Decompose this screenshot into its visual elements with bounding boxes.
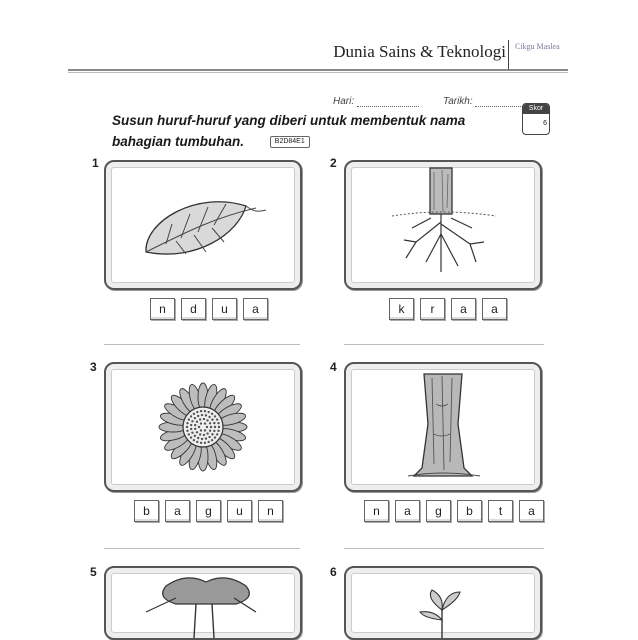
- hari-field: [333, 96, 419, 107]
- seedling-icon: [346, 568, 540, 638]
- question-number-6: 6: [330, 565, 337, 579]
- letter-tile[interactable]: n: [150, 298, 175, 320]
- question-number-5: 5: [90, 565, 97, 579]
- leaf-icon: [106, 162, 300, 288]
- picture-frame-2: [344, 160, 542, 290]
- root-icon: [346, 162, 540, 288]
- header-separator: [508, 40, 509, 70]
- letter-tile[interactable]: a: [451, 298, 476, 320]
- letter-tile[interactable]: u: [227, 500, 252, 522]
- picture-frame-4: [344, 362, 542, 492]
- section-divider: [344, 344, 544, 345]
- score-value: 6: [543, 120, 547, 127]
- section-divider: [104, 344, 300, 345]
- instruction: Susun huruf-huruf yang diberi untuk membentuk nama bahagian tumbuhan.: [112, 113, 466, 149]
- picture-frame-3: [104, 362, 302, 492]
- letter-tiles-2: [389, 298, 507, 320]
- hari-label: Hari:: [333, 96, 355, 107]
- picture-frame-6: [344, 566, 542, 640]
- question-number-3: 3: [90, 360, 97, 374]
- question-number-1: 1: [92, 156, 99, 170]
- letter-tiles-1: [150, 298, 268, 320]
- page-header: [0, 0, 638, 70]
- flower-icon: [106, 364, 300, 490]
- hari-blank[interactable]: [357, 106, 419, 107]
- letter-tiles-3: [134, 500, 283, 522]
- letter-tiles-4: [364, 500, 544, 522]
- header-rule-thin: [68, 72, 568, 73]
- question-number-4: 4: [330, 360, 337, 374]
- document-title: Dunia Sains & Teknologi: [333, 42, 506, 61]
- instruction-text: [112, 110, 472, 152]
- letter-tile[interactable]: a: [519, 500, 544, 522]
- letter-tile[interactable]: d: [181, 298, 206, 320]
- letter-tile[interactable]: b: [457, 500, 482, 522]
- letter-tile[interactable]: g: [426, 500, 451, 522]
- letter-tile[interactable]: k: [389, 298, 414, 320]
- letter-tile[interactable]: a: [395, 500, 420, 522]
- letter-tile[interactable]: t: [488, 500, 513, 522]
- picture-frame-5: [104, 566, 302, 640]
- stem-icon: [346, 364, 540, 490]
- question-number-2: 2: [330, 156, 337, 170]
- letter-tile[interactable]: n: [364, 500, 389, 522]
- score-box: [522, 103, 550, 135]
- picture-frame-1: [104, 160, 302, 290]
- letter-tile[interactable]: n: [258, 500, 283, 522]
- author-name: Cikgu Maslea: [515, 42, 560, 51]
- section-divider: [344, 548, 544, 549]
- section-divider: [104, 548, 300, 549]
- letter-tile[interactable]: a: [482, 298, 507, 320]
- letter-tile[interactable]: b: [134, 500, 159, 522]
- worksheet-code: B2D84E1: [270, 136, 310, 148]
- letter-tile[interactable]: g: [196, 500, 221, 522]
- letter-tile[interactable]: a: [165, 500, 190, 522]
- score-label: Skor: [523, 104, 549, 114]
- header-rule: [68, 69, 568, 71]
- letter-tile[interactable]: r: [420, 298, 445, 320]
- letter-tile[interactable]: u: [212, 298, 237, 320]
- tarikh-label: Tarikh:: [443, 96, 473, 107]
- letter-tile[interactable]: a: [243, 298, 268, 320]
- tree-icon: [106, 568, 300, 638]
